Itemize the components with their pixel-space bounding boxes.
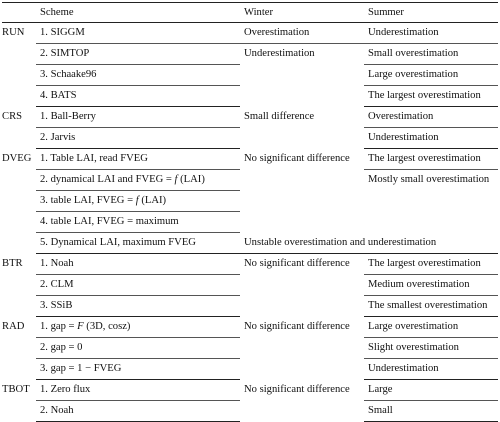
summer-cell: The largest overestimation [364, 86, 498, 107]
winter-cell: Small difference [244, 110, 315, 122]
summer-cell: Overestimation [364, 107, 498, 128]
scheme-cell: 2. SIMTOP [36, 44, 240, 65]
summer-cell: Slight overestimation [364, 338, 498, 359]
summer-cell: Underestimation [364, 23, 498, 44]
summer-cell: The largest overestimation [364, 149, 498, 170]
scheme-cell: 2. CLM [36, 275, 240, 296]
summer-cell: Large [364, 380, 498, 401]
scheme-text: 3. table LAI, FVEG = [40, 195, 136, 206]
math-symbol: f [174, 174, 178, 185]
summer-cell: Large overestimation [364, 317, 498, 338]
scheme-text: (3D, cosz) [83, 321, 131, 332]
scheme-cell: 3. SSiB [36, 296, 240, 317]
scheme-cell [36, 170, 240, 191]
table-row [2, 317, 498, 338]
winter-cell: No significant difference [244, 320, 350, 332]
scheme-text: 1. gap = [40, 321, 78, 332]
scheme-cell: 2. Jarvis [36, 128, 240, 149]
scheme-text: (LAI) [138, 195, 167, 206]
table-header [2, 3, 498, 23]
summer-cell: The largest overestimation [364, 254, 498, 275]
winter-cell: No significant difference [244, 383, 350, 395]
scheme-cell: 4. table LAI, FVEG = maximum [36, 212, 240, 233]
header-scheme: Scheme [40, 7, 74, 18]
summer-cell: Mostly small overestimation [368, 174, 490, 185]
summer-cell: The smallest overestimation [364, 296, 498, 317]
group-label-dveg: DVEG [2, 152, 32, 164]
scheme-cell [36, 317, 240, 338]
scheme-cell: 2. gap = 0 [36, 338, 240, 359]
scheme-cell: 1. Zero flux [36, 380, 240, 401]
header-group [2, 3, 36, 23]
group-label-crs: CRS [2, 110, 23, 122]
summer-cell: Underestimation [364, 128, 498, 149]
summer-cell: Small [364, 401, 498, 422]
table-row [2, 107, 498, 128]
scheme-text: (LAI) [177, 174, 205, 185]
table-row [2, 380, 498, 401]
scheme-cell: 1. Table LAI, read FVEG [36, 149, 240, 170]
scheme-cell [36, 191, 240, 212]
summer-cell: Small overestimation [364, 44, 498, 65]
scheme-cell: 2. Noah [36, 401, 240, 422]
winter-cell: Overestimation [240, 23, 364, 44]
table-row [2, 44, 498, 65]
table-row [2, 254, 498, 275]
winter-cell: No significant difference [244, 152, 350, 164]
summer-cell: Underestimation [364, 359, 498, 380]
scheme-cell: 1. Ball-Berry [36, 107, 240, 128]
group-label-btr: BTR [2, 257, 23, 269]
group-label-tbot: TBOT [2, 383, 30, 395]
header-winter: Winter [244, 7, 273, 18]
header-summer: Summer [368, 7, 404, 18]
scheme-cell: 5. Dynamical LAI, maximum FVEG [36, 233, 240, 254]
math-symbol: F [77, 321, 84, 332]
winter-summer-cell: Unstable overestimation and underestimation [240, 233, 498, 254]
group-label-run: RUN [2, 27, 25, 38]
group-label-rad: RAD [2, 320, 25, 332]
scheme-cell: 1. SIGGM [36, 23, 240, 44]
scheme-cell: 4. BATS [36, 86, 240, 107]
winter-cell: No significant difference [244, 258, 350, 269]
winter-cell: Underestimation [244, 48, 315, 59]
table-row [2, 149, 498, 170]
summer-cell: Large overestimation [364, 65, 498, 86]
math-symbol: f [135, 195, 139, 206]
summer-cell: Medium overestimation [364, 275, 498, 296]
scheme-cell: 3. gap = 1 − FVEG [36, 359, 240, 380]
scheme-text: 2. dynamical LAI and FVEG = [40, 174, 175, 185]
scheme-cell: 1. Noah [36, 254, 240, 275]
scheme-comparison-table [2, 2, 498, 422]
scheme-cell: 3. Schaake96 [36, 65, 240, 86]
table-row [2, 233, 498, 254]
table-row [2, 23, 498, 44]
